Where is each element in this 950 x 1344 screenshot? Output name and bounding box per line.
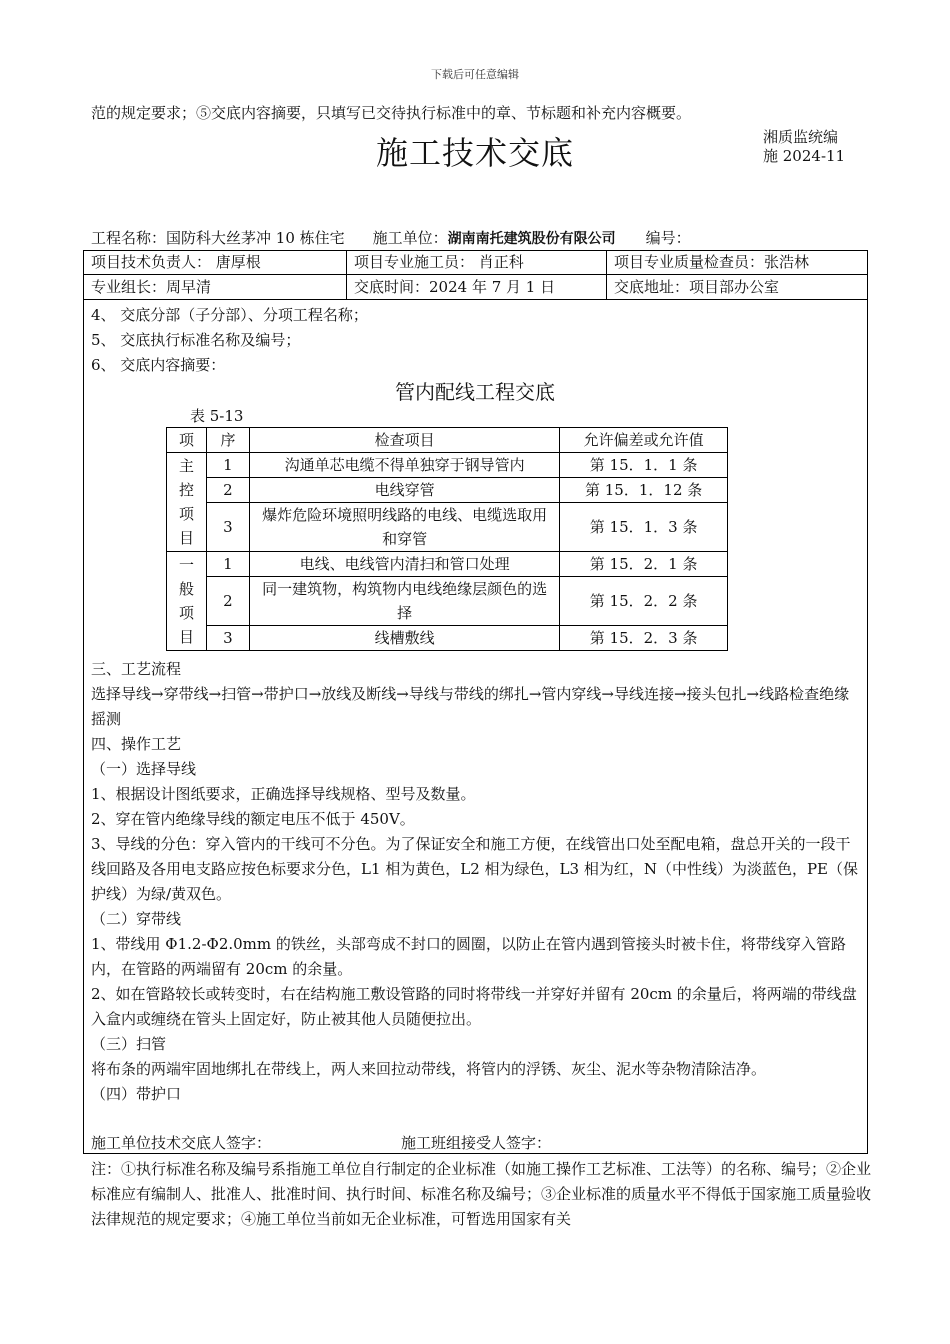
doc-code-line2: 施 2024-11 [763, 147, 846, 165]
table-row [167, 552, 728, 577]
info-cell: 项目专业质量检查员：张浩林 [614, 253, 810, 271]
subheading: （二）穿带线 [91, 910, 182, 928]
doc-code [763, 128, 845, 166]
project-name: 工程名称：国防科大丝茅冲 10 栋住宅 [91, 229, 345, 247]
paragraph: 将布条的两端牢固地绑扎在带线上，两人来回拉动带线，将管内的浮锈、灰尘、泥水等杂物清除洁净。 [91, 1060, 767, 1078]
item-cell: 电线、电线管内清扫和管口处理 [249, 552, 559, 577]
value-cell: 第 15．2．3 条 [560, 626, 728, 651]
doc-code-line1: 湘质监统编 [763, 128, 839, 146]
table-number: 表 5-13 [190, 407, 244, 425]
paragraph: 1、带线用 Φ1.2-Φ2.0mm 的铁丝，头部弯成不封口的圆圈，以防止在管内遇到管接头时被卡住，将带线穿入管路内，在管路的两端留有 20cm 的余量。 [91, 935, 846, 978]
info-cell: 项目专业施工员： 肖正科 [354, 253, 524, 271]
footnote: 注：①执行标准名称及编号系指施工单位自行制定的企业标准（如施工操作工艺标准、工法等）的名称、编号；②企业标准应有编制人、批准人、批准时间、执行时间、标准名称及编号；③企业标准的质量水平不得低于国家施工质量验收法律规范的规定要求；④施工单位当前如无企业标准，可暂选用国家有关 [91, 1160, 872, 1228]
section-4: 4、 交底分部（子分部）、分项工程名称； [91, 306, 368, 324]
info-cell: 交底地址：项目部办公室 [614, 278, 780, 296]
group-general: 一般项目 [167, 552, 207, 651]
signature-left: 施工单位技术交底人签字： [91, 1134, 272, 1152]
table-row [167, 626, 728, 651]
section-6: 6、 交底内容摘要： [91, 356, 226, 374]
page-title: 施工技术交底 [375, 134, 574, 172]
item-cell: 沟通单芯电缆不得单独穿于钢导管内 [249, 453, 559, 478]
subheading: （四）带护口 [91, 1085, 182, 1103]
item-cell: 电线穿管 [249, 478, 559, 503]
value-cell: 第 15．2．1 条 [560, 552, 728, 577]
group-main: 主控项目 [167, 453, 207, 552]
info-cell: 专业组长：周早清 [91, 278, 212, 296]
seq-cell: 3 [206, 626, 249, 651]
item-cell: 爆炸危险环境照明线路的电线、电缆选取用和穿管 [249, 503, 559, 552]
paragraph: 1、根据设计图纸要求，正确选择导线规格、型号及数量。 [91, 785, 476, 803]
table-row [167, 453, 728, 478]
seq-cell: 1 [206, 453, 249, 478]
intro-line: 范的规定要求；⑤交底内容摘要，只填写已交待执行标准中的章、节标题和补充内容概要。 [91, 104, 692, 122]
seq-cell: 2 [206, 478, 249, 503]
item-cell: 同一建筑物，构筑物内电线绝缘层颜色的选择 [249, 577, 559, 626]
construction-unit-value: 湖南南托建筑股份有限公司 [447, 231, 616, 247]
process-flow: 选择导线→穿带线→扫管→带护口→放线及断线→导线与带线的绑扎→管内穿线→导线连接→接头包扎→线路检查绝缘摇测 [91, 685, 850, 728]
header-note: 下载后可任意编辑 [431, 68, 519, 81]
info-row [83, 275, 868, 300]
seq-cell: 1 [206, 552, 249, 577]
table-row [167, 503, 728, 552]
body-content [91, 657, 864, 1107]
heading-process: 三、工艺流程 [91, 660, 182, 678]
seq-cell: 3 [206, 503, 249, 552]
item-cell: 线槽敷线 [249, 626, 559, 651]
header-cell: 项 [167, 428, 207, 453]
paragraph: 2、穿在管内绝缘导线的额定电压不低于 450V。 [91, 810, 415, 828]
value-cell: 第 15．2．2 条 [560, 577, 728, 626]
table-row [167, 478, 728, 503]
info-row [83, 250, 868, 275]
construction-unit-label: 施工单位： [372, 229, 448, 247]
info-cell: 交底时间：2024 年 7 月 1 日 [354, 278, 556, 296]
header-cell: 允许偏差或允许值 [560, 428, 728, 453]
table-row [167, 577, 728, 626]
subheading: （一）选择导线 [91, 760, 197, 778]
header-cell: 检查项目 [249, 428, 559, 453]
value-cell: 第 15．1．3 条 [560, 503, 728, 552]
heading-operation: 四、操作工艺 [91, 735, 182, 753]
value-cell: 第 15．1．12 条 [560, 478, 728, 503]
header-cell: 序 [206, 428, 249, 453]
inspection-table [166, 427, 728, 651]
number-label: 编号： [645, 229, 691, 247]
subheading: （三）扫管 [91, 1035, 167, 1053]
table-title: 管内配线工程交底 [395, 380, 555, 404]
project-line [91, 227, 691, 248]
paragraph: 2、如在管路较长或转变时，右在结构施工敷设管路的同时将带线一并穿好并留有 20cm 的余量后，将两端的带线盘入盒内或缠绕在管头上固定好，防止被其他人员随便拉出。 [91, 985, 857, 1028]
table-header-row [167, 428, 728, 453]
paragraph: 3、导线的分色：穿入管内的干线可不分色。为了保证安全和施工方便，在线管出口处至配电箱，盘总开关的一段干线回路及各用电支路应按色标要求分色，L1 相为黄色，L2 相为绿色，L3 相为红，N（中性线）为淡蓝色，PE（保护线）为绿/黄双色。 [91, 835, 858, 903]
seq-cell: 2 [206, 577, 249, 626]
signature-right: 施工班组接受人签字： [401, 1134, 552, 1152]
info-cell: 项目技术负责人： 唐厚根 [91, 253, 261, 271]
section-5: 5、 交底执行标准名称及编号； [91, 331, 301, 349]
value-cell: 第 15．1．1 条 [560, 453, 728, 478]
